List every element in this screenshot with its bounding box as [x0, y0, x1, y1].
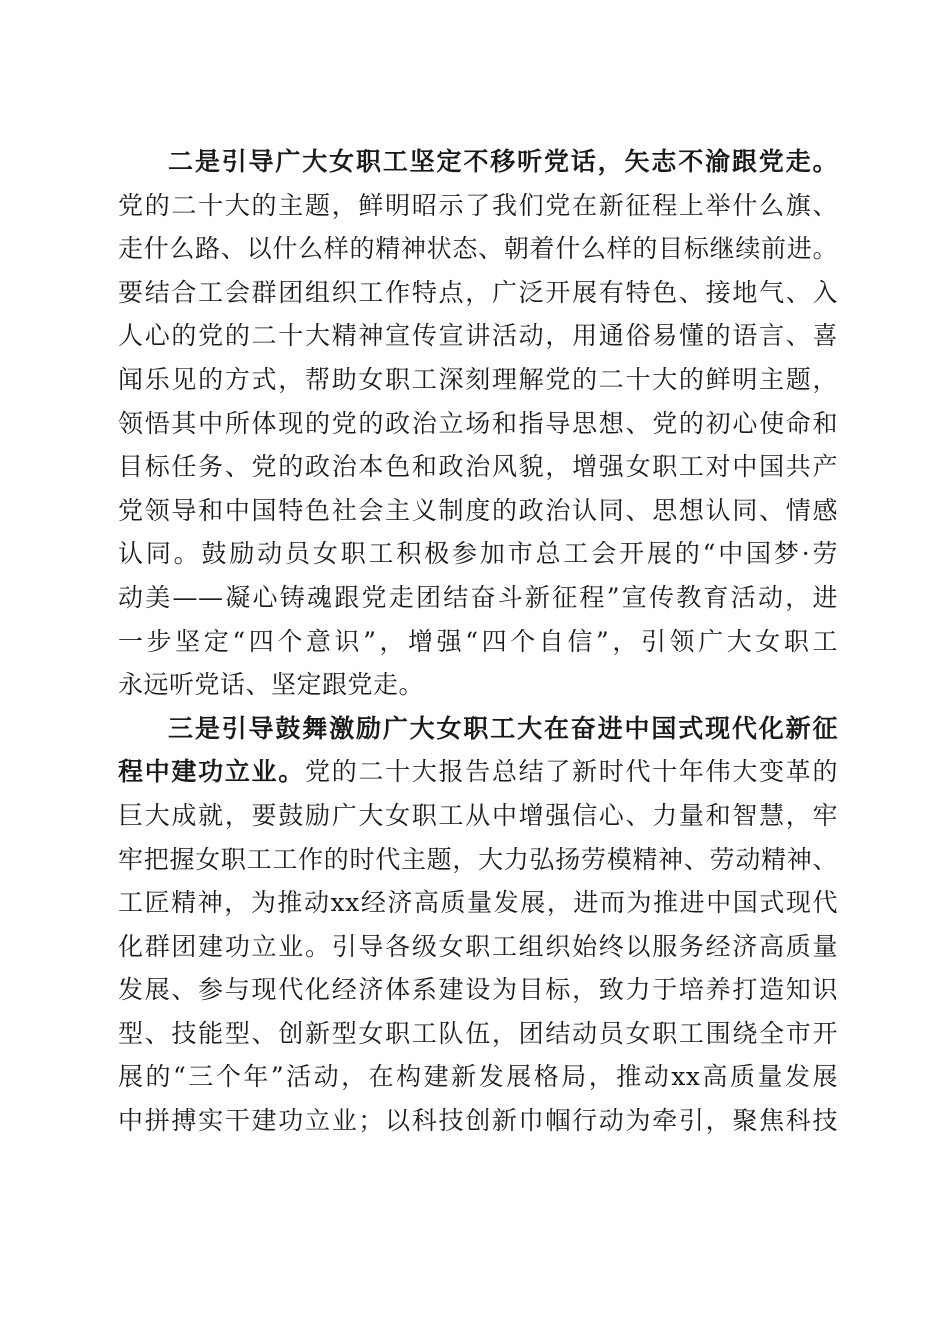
paragraph-1-line: 党领导和中国特色社会主义制度的政治认同、思想认同、情感 — [118, 495, 838, 525]
paragraph-1-line: 闻乐见的方式，帮助女职工深刻理解党的二十大的鲜明主题， — [118, 364, 838, 394]
paragraph-1-line: 永远听党话、坚定跟党走。 — [118, 670, 425, 700]
paragraph-1-line: 认同。鼓励动员女职工积极参加市总工会开展的“中国梦·劳 — [118, 539, 838, 569]
paragraph-2-line: 发展、参与现代化经济体系建设为目标，致力于培养打造知识 — [118, 975, 838, 1005]
paragraph-2-lead-rest: 党的二十大报告总结了新时代十年伟大变革的 — [304, 757, 838, 787]
paragraph-2-line: 化群团建功立业。引导各级女职工组织始终以服务经济高质量 — [118, 931, 838, 961]
paragraph-1-line: 领悟其中所体现的党的政治立场和指导思想、党的初心使命和 — [118, 408, 838, 438]
body-text — [118, 140, 838, 1143]
paragraph-1-line: 人心的党的二十大精神宣传宣讲活动，用通俗易懂的语言、喜 — [118, 321, 838, 351]
paragraph-1-lead: 二是引导广大女职工坚定不移听党话，矢志不渝跟党走。 — [168, 147, 838, 176]
paragraph-2-line: 巨大成就，要鼓励广大女职工从中增强信心、力量和智慧，牢 — [118, 800, 838, 830]
paragraph-2-line: 牢把握女职工工作的时代主题，大力弘扬劳模精神、劳动精神、 — [118, 844, 838, 874]
paragraph-1-line: 一步坚定“四个意识”，增强“四个自信”，引领广大女职工 — [118, 626, 838, 656]
paragraph-1-line: 目标任务、党的政治本色和政治风貌，增强女职工对中国共产 — [118, 452, 838, 482]
paragraph-2-line: 型、技能型、创新型女职工队伍，团结动员女职工围绕全市开 — [118, 1018, 838, 1048]
paragraph-2-line: 中拼搏实干建功立业；以科技创新巾帼行动为牵引，聚焦科技 — [118, 1106, 838, 1136]
paragraph-1-line: 走什么路、以什么样的精神状态、朝着什么样的目标继续前进。 — [118, 234, 838, 264]
paragraph-2-lead: 三是引导鼓舞激励广大女职工大在奋进中国式现代化新征 — [168, 713, 838, 743]
paragraph-2-lead-line — [118, 750, 838, 794]
paragraph-1-line: 党的二十大的主题，鲜明昭示了我们党在新征程上举什么旗、 — [118, 190, 838, 220]
paragraph-2-line: 展的“三个年”活动，在构建新发展格局，推动xx高质量发展 — [118, 1062, 838, 1092]
paragraph-1-line: 要结合工会群团组织工作特点，广泛开展有特色、接地气、入 — [118, 277, 838, 307]
paragraph-2-lead-end: 程中建功立业。 — [118, 757, 305, 787]
paragraph-1-line: 动美——凝心铸魂跟党走团结奋斗新征程”宣传教育活动，进 — [118, 582, 838, 612]
paragraph-2-line: 工匠精神，为推动xx经济高质量发展，进而为推进中国式现代 — [118, 888, 838, 918]
